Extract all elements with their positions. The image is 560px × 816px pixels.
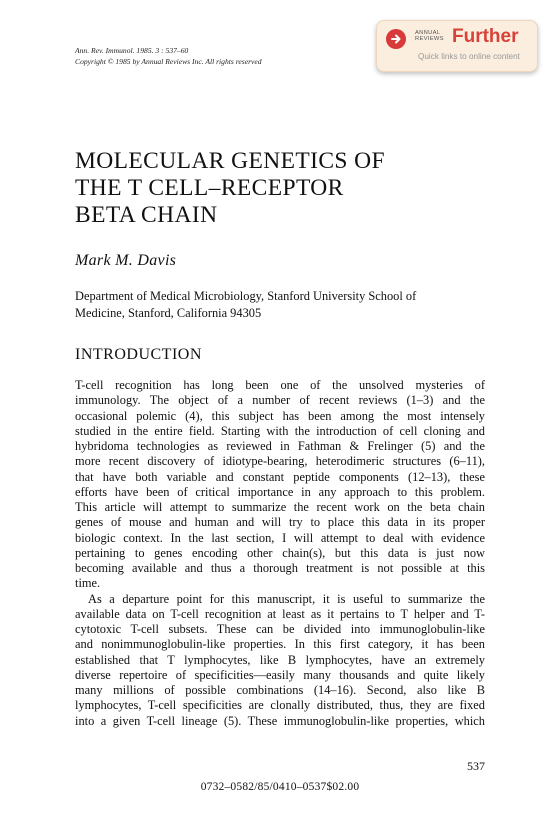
further-subtitle: Quick links to online content	[418, 52, 520, 61]
text-line: T-cell recognition has long been one of the unsolved mysteries of	[75, 378, 485, 392]
journal-citation: Ann. Rev. Immunol. 1985. 3 : 537–60	[75, 46, 189, 55]
brand-line-1: ANNUAL	[415, 30, 441, 36]
brand-line-2: REVIEWS	[415, 36, 444, 43]
text-line: lymphocytes, T-cell specificities are clonally distributed, thus, they are fixed	[75, 698, 485, 713]
copyright-notice: Copyright © 1985 by Annual Reviews Inc. All rights reserved	[75, 57, 262, 66]
issn-line: 0732–0582/85/0410–0537$02.00	[200, 781, 360, 793]
title-line: BETA CHAIN	[75, 202, 218, 228]
author-name: Mark M. Davis	[75, 252, 177, 269]
further-label: Further	[452, 26, 519, 47]
text-line: becoming available and thus a thorough treatment is not possible at this	[75, 561, 485, 575]
author-affiliation	[75, 288, 495, 321]
text-line: This article will attempt to summarize the recent work on the beta chain	[75, 500, 485, 514]
title-line: MOLECULAR GENETICS OF	[75, 148, 385, 174]
text-line: into a given T-cell lineage (5). These immunoglobulin-like properties, which	[75, 713, 485, 728]
section-heading: INTRODUCTION	[75, 346, 202, 363]
text-line: As a departure point for this manuscript, it is useful to summarize the	[88, 591, 485, 606]
text-line: diverse repertoire of specificities—easily many thousands and quite likely	[75, 667, 485, 682]
further-badge-button[interactable]	[376, 20, 538, 72]
citation-block	[75, 45, 375, 67]
text-line: available data on T-cell recognition at least as it pertains to T helper and T-	[75, 606, 485, 621]
annual-reviews-brand	[415, 30, 444, 43]
text-line: efforts have been of critical importance in any approach to this problem.	[75, 484, 485, 499]
text-line: established that T lymphocytes, like B lymphocytes, have an extremely	[75, 652, 485, 667]
text-line: and nonimmunoglobulin-like properties. In this first category, it has been	[75, 637, 485, 652]
body-text	[75, 378, 485, 729]
text-line: more recent discovery of idiotype-bearing, heterodimeric structures (6–11),	[75, 454, 485, 469]
text-line: genes of mouse and human and will try to place this data in its proper	[75, 515, 485, 530]
text-line: pertaining to genes encoding other chain(s), but this data is just now	[75, 545, 485, 560]
article-title	[75, 148, 475, 229]
title-line: THE T CELL–RECEPTOR	[75, 175, 344, 201]
text-line: that have both variable and constant peptide components (12–13), these	[75, 469, 485, 484]
arrow-circle-icon	[386, 29, 406, 49]
affiliation-line: Department of Medical Microbiology, Stanford University School of	[75, 289, 417, 303]
text-line: time.	[75, 576, 101, 591]
affiliation-line: Medicine, Stanford, California 94305	[75, 305, 262, 320]
text-line: hybridoma technologies as reviewed in Fathman & Frelinger (5) and the	[75, 439, 485, 453]
text-line: studied in the entire field. Starting with the introduction of cell cloning and	[75, 423, 485, 438]
text-line: many millions of possible combinations (14–16). Second, also like B	[75, 683, 485, 697]
text-line: immunology. The object of a number of recent reviews (1–3) and the	[75, 393, 485, 408]
page-number: 537	[467, 759, 485, 773]
text-line: cytotoxic T-cell subsets. These can be divided into immunoglobulin-like	[75, 622, 485, 636]
text-line: biologic context. In the last section, I will attempt to deal with evidence	[75, 530, 485, 545]
text-line: occasional polemic (4), this subject has been among the most intensely	[75, 408, 485, 423]
